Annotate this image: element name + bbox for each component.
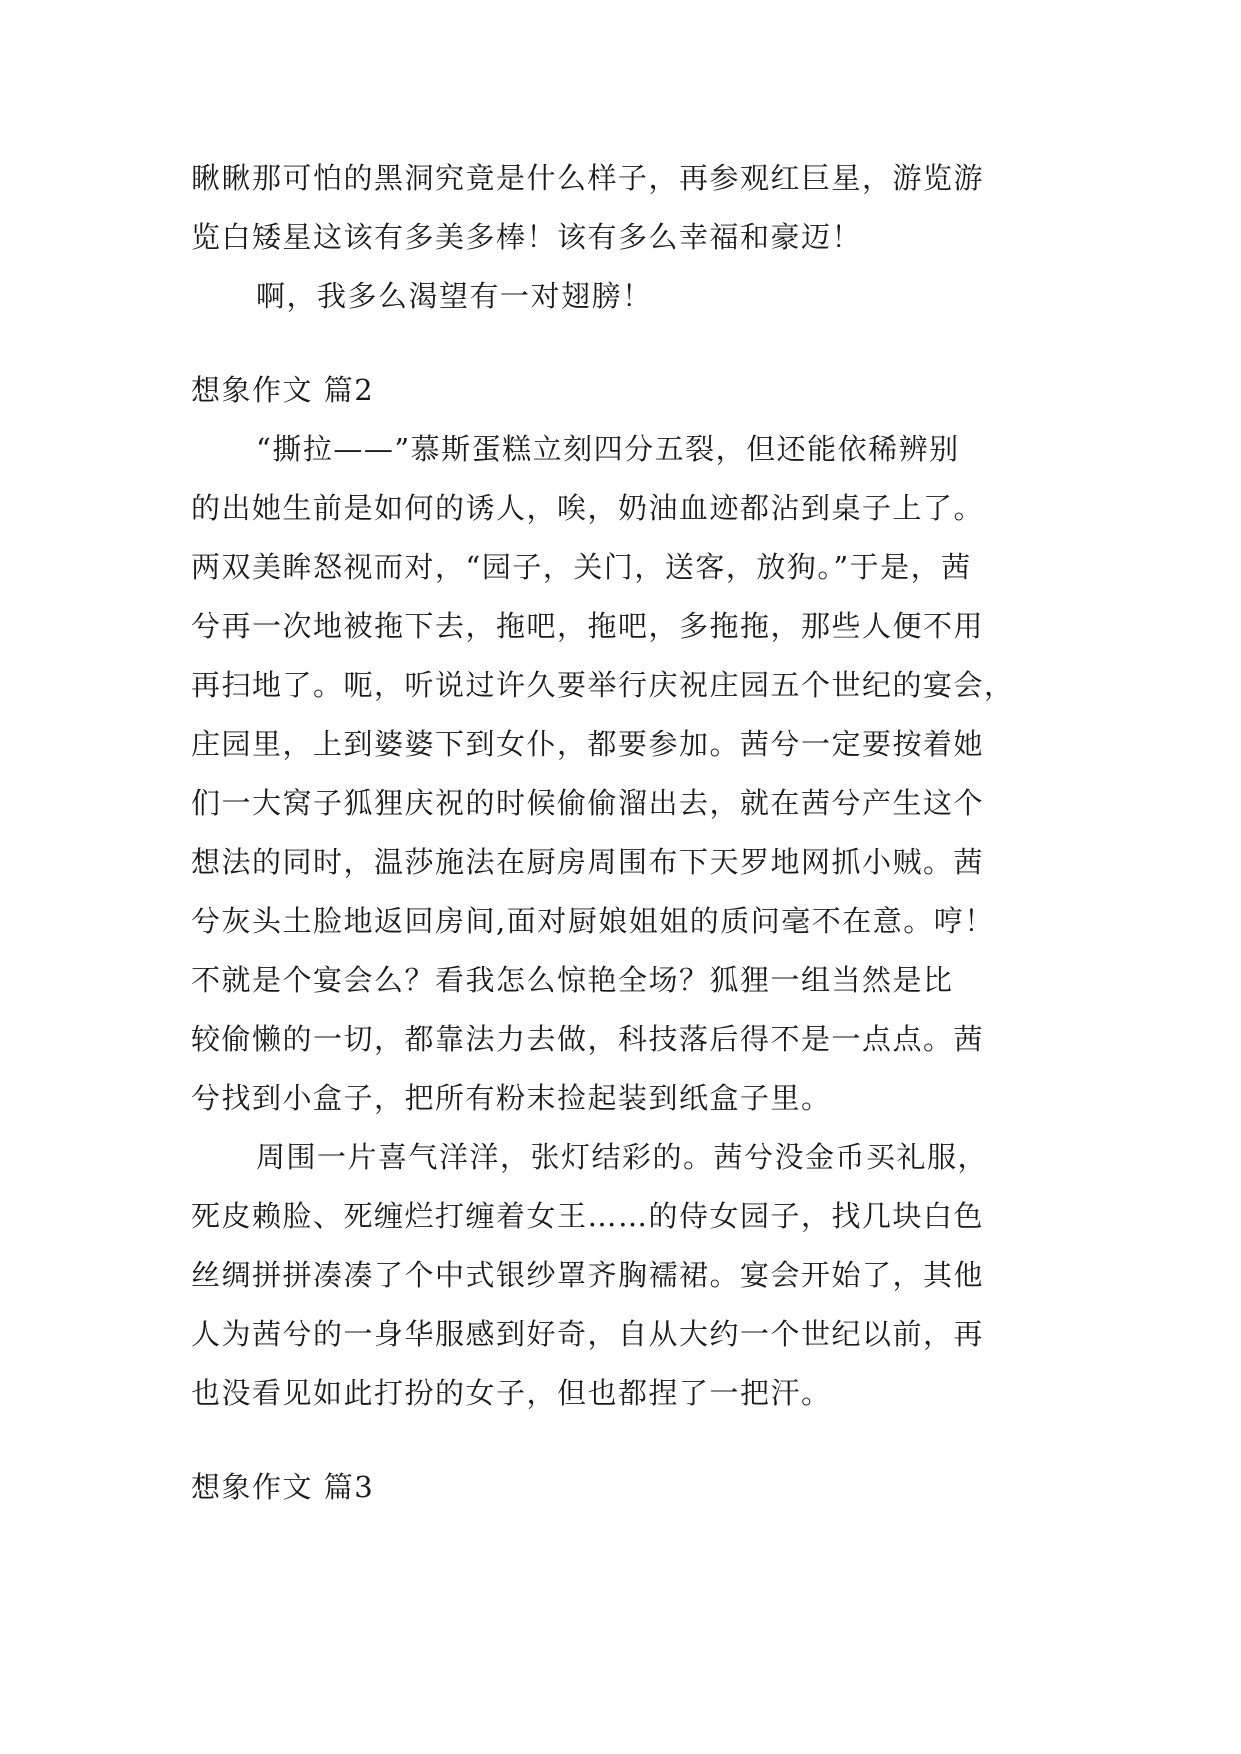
text-line: 两双美眸怒视而对，“园子，关门，送客，放狗。”于是，茜: [191, 550, 972, 584]
text-line: 也没看见如此打扮的女子，但也都捏了一把汗。: [191, 1376, 832, 1410]
text-line: 兮找到小盒子，把所有粉末捡起装到纸盒子里。: [191, 1081, 832, 1115]
text-line: 人为茜兮的一身华服感到好奇，自从大约一个世纪以前，再: [191, 1317, 985, 1351]
text-line: 周围一片喜气洋洋，张灯结彩的。茜兮没金币买礼服，: [256, 1140, 989, 1174]
text-line: 们一大窝子狐狸庆祝的时候偷偷溜出去，就在茜兮产生这个: [191, 786, 985, 820]
section-2-paragraph-1: [191, 429, 1071, 1118]
text-line: 想法的同时，温莎施法在厨房周围布下天罗地网抓小贼。茜: [191, 845, 985, 879]
section-2-paragraph-2: [191, 1137, 1071, 1413]
text-line: 庄园里，上到婆婆下到女仆，都要参加。茜兮一定要按着她: [191, 727, 985, 761]
text-line: 兮灰头土脸地返回房间,面对厨娘姐姐的质问毫不在意。哼！: [191, 904, 995, 938]
text-line: 丝绸拼拼凑凑了个中式银纱罩齐胸襦裙。宴会开始了，其他: [191, 1258, 985, 1292]
text-line: 较偷懒的一切，都靠法力去做，科技落后得不是一点点。茜: [191, 1022, 985, 1056]
text-line: 兮再一次地被拖下去，拖吧，拖吧，多拖拖，那些人便不用: [191, 609, 985, 643]
text-line: 的出她生前是如何的诱人，唉，奶油血迹都沾到桌子上了。: [191, 491, 985, 525]
section-3-heading: 想象作文 篇3: [191, 1470, 375, 1504]
text-line: 不就是个宴会么？看我怎么惊艳全场？狐狸一组当然是比: [191, 963, 954, 997]
section-1-paragraph: [191, 158, 1071, 257]
text-line: “撕拉——”慕斯蛋糕立刻四分五裂，但还能依稀辨别: [256, 432, 960, 466]
text-line: 览白矮星这该有多美多棒！该有多么幸福和豪迈！: [191, 220, 863, 254]
text-line: 再扫地了。呃，听说过许久要举行庆祝庄园五个世纪的宴会，: [191, 668, 1015, 702]
document-body: [191, 158, 1071, 1507]
section-2-heading: 想象作文 篇2: [191, 373, 375, 407]
text-line: 啊，我多么渴望有一对翅膀！: [256, 279, 653, 313]
text-line: 死皮赖脸、死缠烂打缠着女王……的侍女园子，找几块白色: [191, 1199, 985, 1233]
section-1-closing-paragraph: [191, 276, 1071, 316]
text-line: 瞅瞅那可怕的黑洞究竟是什么样子，再参观红巨星，游览游: [191, 161, 985, 195]
